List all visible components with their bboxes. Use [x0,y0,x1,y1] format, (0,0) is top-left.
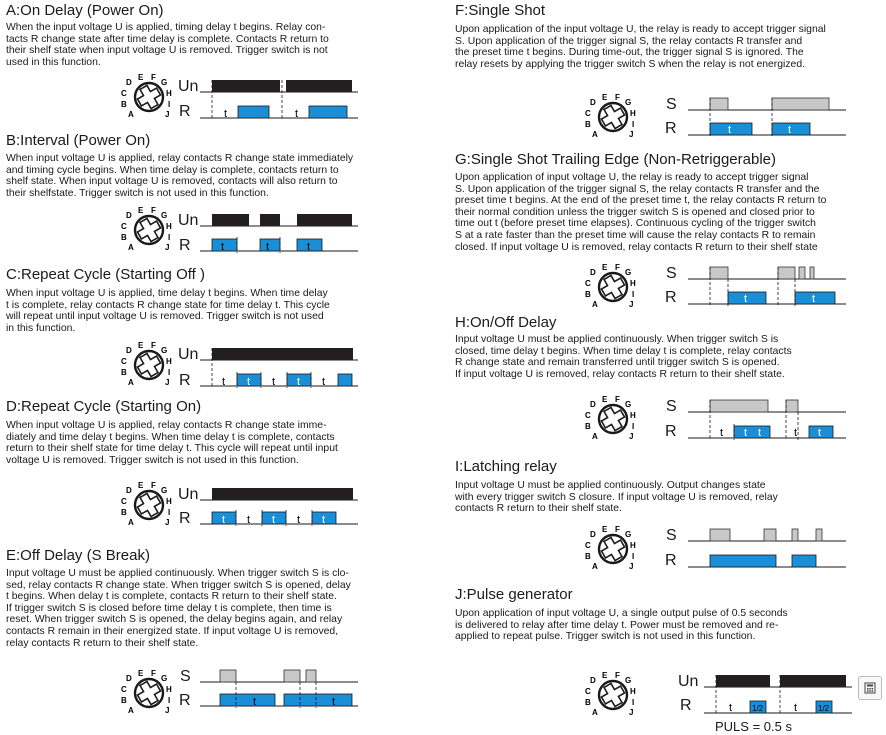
section-c-title: C:Repeat Cycle (Starting Off ) [6,266,205,283]
section-h-title: H:On/Off Delay [455,314,557,331]
svg-text:t: t [818,427,822,439]
signal-label-s: S [666,265,677,282]
section-b-title: B:Interval (Power On) [6,132,151,149]
signal-label-s: S [666,398,677,415]
section-a-title: A:On Delay (Power On) [6,2,164,19]
svg-text:t: t [332,696,336,708]
section-b-body: When input voltage U is applied, relay contacts R change state immediately and timing cycle begins. When time delay is complete, contacts return to shelf state. When input voltage U is removed, contacts will also return to their shelfstate. Trigger switch is not used in this function. [6,153,354,199]
calculator-icon[interactable] [858,676,882,700]
function-selector-dial-icon [118,668,176,714]
svg-text:t: t [720,427,724,439]
signal-label-r: R [179,103,191,120]
function-selector-dial-icon [582,394,640,440]
pulse-duration-label: PULS = 0.5 s [715,719,792,734]
signal-label-r: R [179,692,191,709]
signal-label-r: R [179,372,191,389]
signal-label-un: Un [178,346,199,363]
svg-text:t: t [322,376,326,388]
svg-text:t: t [272,514,276,526]
function-selector-dial-icon [118,72,176,118]
signal-label-s: S [180,668,191,685]
timing-diagram-d [200,484,360,530]
timing-diagram-c [200,344,360,390]
half-second-pulse-label: 1/2 [752,704,764,713]
svg-text:t: t [222,514,226,526]
svg-text:t: t [812,293,816,305]
svg-text:t: t [728,124,732,136]
timing-diagram-j [704,671,854,717]
section-i-title: I:Latching relay [455,458,557,475]
section-j-title: J:Pulse generator [455,586,573,603]
signal-label-s: S [666,96,677,113]
svg-text:t: t [247,376,251,388]
signal-label-s: S [666,527,677,544]
half-second-pulse-label: 1/2 [818,704,830,713]
timing-diagram-b [200,209,360,255]
timing-diagram-g [688,263,848,309]
svg-text:t: t [744,427,748,439]
signal-label-r: R [665,289,677,306]
svg-text:t: t [788,124,792,136]
svg-text:t: t [272,376,276,388]
section-d-body: When input voltage U is applied, relay contacts R change state imme- diately and time delay t begins. When time delay t is complete, contacts return to their shelf state for time delay t. This cycle will repeat until input voltage U is removed. Trigger switch is not used in this function. [6,420,338,466]
function-selector-dial-icon [118,340,176,386]
signal-label-un: Un [678,673,699,690]
signal-label-r: R [665,120,677,137]
timing-diagram-e [200,666,360,712]
section-i-body: Input voltage U must be applied continuously. Output changes state with every trigger switch S closure. If input voltage U is removed, relay contacts R return to their shelf state. [455,480,778,515]
function-selector-dial-icon [582,92,640,138]
svg-text:t: t [247,514,251,526]
signal-label-r: R [665,423,677,440]
svg-text:t: t [307,241,311,253]
signal-label-un: Un [178,212,199,229]
svg-text:t: t [297,514,301,526]
svg-text:t: t [221,241,225,253]
section-a-body: When the input voltage U is applied, timing delay t begins. Relay con- tacts R change state after time delay is complete. Contacts R return to their shelf state when input voltage U is removed. Trigger switch is not used in this function. [6,22,329,68]
signal-label-r: R [680,697,692,714]
svg-text:t: t [744,293,748,305]
svg-text:t: t [253,696,257,708]
svg-text:t: t [266,241,270,253]
signal-label-r: R [179,237,191,254]
svg-text:t: t [295,108,299,120]
svg-text:t: t [794,427,798,439]
function-selector-dial-icon [582,670,640,716]
timing-diagram-a [200,76,360,122]
function-selector-dial-icon [582,262,640,308]
svg-text:t: t [224,108,228,120]
function-selector-dial-icon [118,480,176,526]
section-j-body: Upon application of input voltage U, a single output pulse of 0.5 seconds is delivered to relay after time delay t. Power must be removed and re- applied to repeat pulse. Trigger switch is not used in this function. [455,608,788,643]
section-e-body: Input voltage U must be applied continuously. When trigger switch S is clo- sed, relay contacts R change state. When trigger switch S is opened, delay t begins. When delay t is complete, contacts R return to their shelf state. If trigger switch S is closed before time delay t is complete, then time is reset. When trigger switch S is opened, the delay begins again, and relay contacts R remain in their energized state. If input voltage U is removed, relay contacts R return to their shelf state. [6,568,351,649]
svg-text:t: t [222,376,226,388]
svg-text:t: t [794,702,798,714]
timing-diagram-f [688,94,848,140]
signal-label-un: Un [178,78,199,95]
section-g-title: G:Single Shot Trailing Edge (Non-Retriggerable) [455,151,776,168]
svg-text:t: t [322,514,326,526]
signal-label-r: R [665,552,677,569]
function-selector-dial-icon [118,205,176,251]
section-e-title: E:Off Delay (S Break) [6,547,150,564]
section-h-body: Input voltage U must be applied continuously. When trigger switch S is closed, time delay t begins. When time delay t is complete, relay contacts R change state and remain transferred until trigger switch S is opened. If input voltage U is removed, relay contacts R return to their shelf state. [455,334,792,380]
svg-text:t: t [729,702,733,714]
timing-diagram-i [688,525,848,571]
section-d-title: D:Repeat Cycle (Starting On) [6,398,202,415]
function-selector-dial-icon [582,524,640,570]
section-c-body: When input voltage U is applied, time delay t begins. When time delay t is complete, relay contacts R change state for time delay t. This cycle will repeat until input voltage U is removed. Trigger switch is not used in this function. [6,288,330,334]
section-f-body: Upon application of the input voltage U, the relay is ready to accept trigger signal S. Upon application of the trigger signal S, the relay contacts R transfer and the preset time t begins. During time-out, the trigger signal S is ignored. The relay resets by applying the trigger switch S when the relay is not energized. [455,24,826,70]
signal-label-r: R [179,510,191,527]
svg-text:t: t [297,376,301,388]
section-f-title: F:Single Shot [455,2,546,19]
signal-label-un: Un [178,486,199,503]
timing-diagram-h [688,396,848,442]
section-g-body: Upon application of input voltage U, the relay is ready to accept trigger signal S. Upon application of the trigger signal S, the relay contacts R transfer and the preset time t begins. At the end of the preset time t, the relay contacts R return to their normal condition unless the trigger switch S is opened and closed prior to time out t (before preset time elapses). Continuous cycling of the trigger switch S at a rate faster than the preset time will cause the relay contacts R to remain closed. If input voltage U is removed, relay contacts R return to their shelf state [455,172,827,253]
svg-text:t: t [758,427,762,439]
